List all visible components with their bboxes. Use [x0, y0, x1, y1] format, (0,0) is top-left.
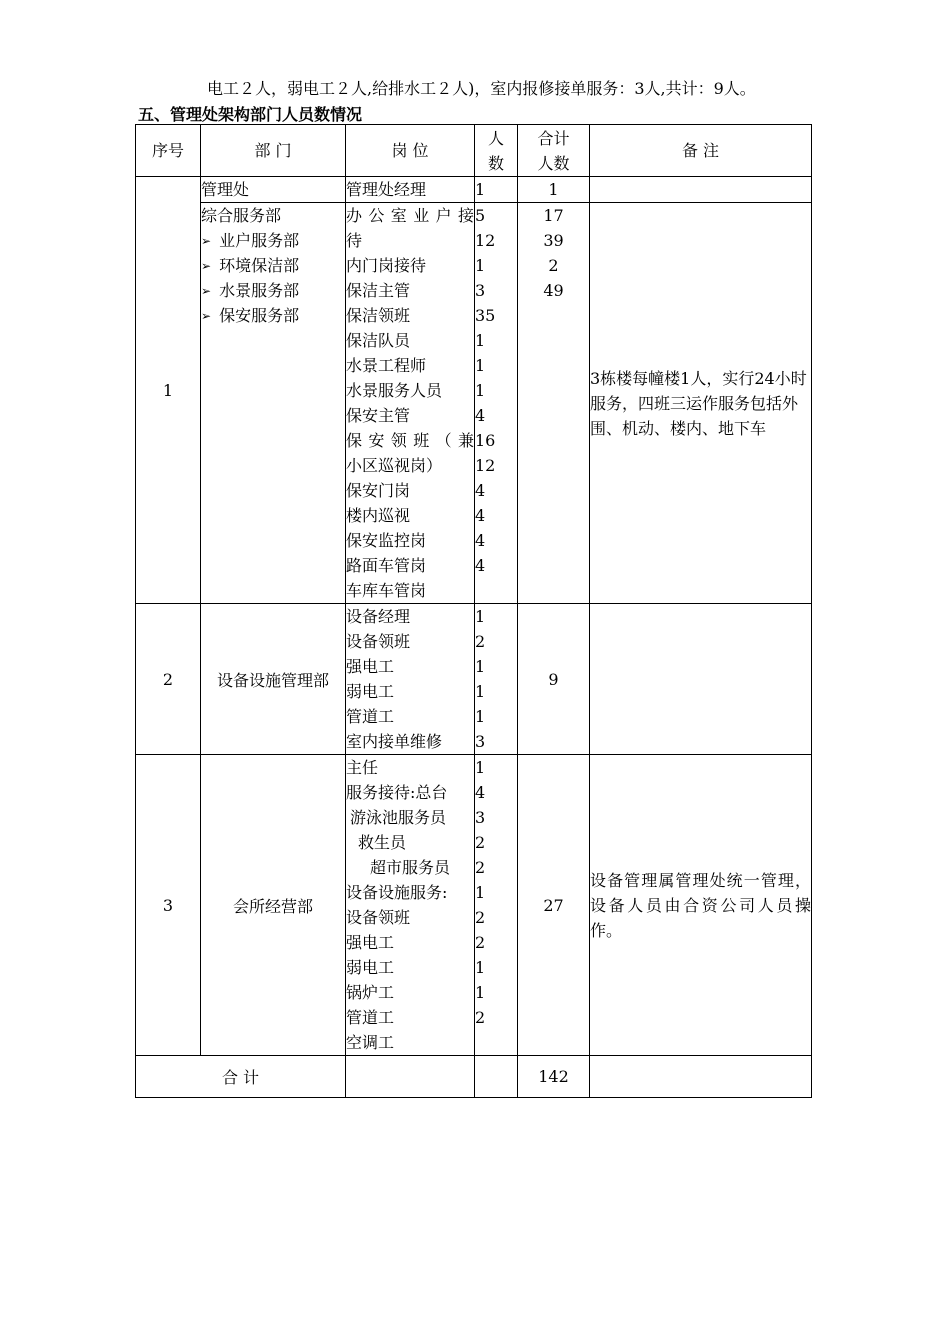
header-dept: 部 门 — [201, 125, 346, 177]
post-item: 弱电工 — [346, 958, 395, 977]
post-item: 主任 — [346, 758, 379, 777]
count-item: 1 — [475, 607, 486, 626]
count-item: 4 — [475, 531, 486, 550]
count-item: 4 — [475, 481, 486, 500]
count-item: 2 — [475, 833, 486, 852]
sub-dept-item: ➢ 水景服务部 — [201, 278, 345, 303]
post-item: 空调工 — [346, 1033, 395, 1052]
post-item: 保洁队员 — [346, 331, 411, 350]
section-title: 五、管理处架构部门人员数情况 — [138, 105, 363, 124]
group3-posts — [346, 755, 475, 1056]
post-item: 设备领班 — [346, 632, 411, 651]
post-item: 强电工 — [346, 657, 395, 676]
post-item: 楼内巡视 — [346, 506, 411, 525]
header-total-line2: 人数 — [537, 153, 570, 173]
group2-dept: 设备设施管理部 — [201, 604, 346, 755]
post-item: 设备领班 — [346, 908, 411, 927]
header-total — [518, 125, 590, 177]
post-item: 室内接单维修 — [346, 732, 443, 751]
group1-seq: 1 — [136, 177, 201, 604]
count-item: 1 — [475, 657, 486, 676]
group2-posts — [346, 604, 475, 755]
group2-remark — [590, 604, 812, 755]
count-item: 2 — [475, 1008, 486, 1027]
intro-line: 电工２人，弱电工２人,给排水工２人)，室内报修接单服务：3人,共计：9人。 — [207, 79, 756, 98]
post-item: 保洁领班 — [346, 306, 411, 325]
count-item: 1 — [475, 682, 486, 701]
group2-total: 9 — [518, 604, 590, 755]
count-item: 1 — [475, 758, 486, 777]
header-seq: 序号 — [136, 125, 201, 177]
post-item: 办公室业户接 — [346, 206, 474, 225]
group3-dept: 会所经营部 — [201, 755, 346, 1056]
count-item: 1 — [475, 707, 486, 726]
post-item: 水景服务人员 — [346, 381, 443, 400]
group1-post-a: 管理处经理 — [346, 177, 475, 203]
total-empty-post — [346, 1056, 475, 1098]
post-item: 锅炉工 — [346, 983, 395, 1002]
count-item: 4 — [475, 506, 486, 525]
total-empty-remark — [590, 1056, 812, 1098]
group2-seq: 2 — [136, 604, 201, 755]
header-count-line1: 人 — [487, 128, 504, 148]
count-item: 4 — [475, 556, 486, 575]
group1-remark-a — [590, 177, 812, 203]
count-item: 4 — [475, 783, 486, 802]
count-item: 3 — [475, 808, 486, 827]
post-item: 小区巡视岗） — [346, 456, 443, 475]
count-item: 3 — [475, 732, 486, 751]
count-item: 2 — [475, 858, 486, 877]
table-row — [136, 604, 812, 755]
table-row — [136, 177, 812, 203]
post-item: 强电工 — [346, 933, 395, 952]
total-item: 39 — [543, 231, 564, 250]
table-row — [136, 203, 812, 604]
post-item: 设备设施服务: — [346, 883, 448, 902]
count-item: 5 — [475, 206, 486, 225]
count-item: 4 — [475, 406, 486, 425]
post-item: 保安监控岗 — [346, 531, 427, 550]
group1-remark: 3栋楼每幢楼1人，实行24小时服务，四班三运作服务包括外围、机动、楼内、地下车 — [590, 203, 812, 604]
post-item: 保安主管 — [346, 406, 411, 425]
group1-total-a: 1 — [518, 177, 590, 203]
group3-counts — [475, 755, 518, 1056]
header-row — [136, 125, 812, 177]
header-count — [475, 125, 518, 177]
group1-dept-b — [201, 203, 346, 604]
group1-counts — [475, 203, 518, 604]
sub-dept-item: ➢ 业户服务部 — [201, 228, 345, 253]
post-item: 保安领班（兼 — [346, 431, 474, 450]
group3-remark: 设备管理属管理处统一管理，设备人员由合资公司人员操作。 — [590, 755, 812, 1056]
total-item: 49 — [543, 281, 564, 300]
count-item: 1 — [475, 983, 486, 1002]
grand-total: 142 — [518, 1056, 590, 1098]
group1-count-a: 1 — [475, 177, 518, 203]
count-item: 2 — [475, 933, 486, 952]
count-item: 1 — [475, 381, 486, 400]
post-item: 管道工 — [346, 1008, 395, 1027]
post-item: 超市服务员 — [370, 858, 451, 877]
post-item: 水景工程师 — [346, 356, 427, 375]
post-item: 内门岗接待 — [346, 256, 427, 275]
count-item: 3 — [475, 281, 486, 300]
group1-totals — [518, 203, 590, 604]
count-item: 1 — [475, 256, 486, 275]
header-post: 岗 位 — [346, 125, 475, 177]
count-item: 12 — [475, 231, 496, 250]
sub-dept-item: ➢ 保安服务部 — [201, 303, 345, 328]
staff-table — [135, 124, 812, 1098]
count-item: 1 — [475, 356, 486, 375]
dept-main-label: 综合服务部 — [201, 206, 282, 225]
post-item: 路面车管岗 — [346, 556, 427, 575]
post-item: 保安门岗 — [346, 481, 411, 500]
group1-posts — [346, 203, 475, 604]
post-item: 救生员 — [358, 833, 407, 852]
group2-counts — [475, 604, 518, 755]
post-item: 车库车管岗 — [346, 581, 427, 600]
total-empty-count — [475, 1056, 518, 1098]
header-remark: 备 注 — [590, 125, 812, 177]
count-item: 12 — [475, 456, 496, 475]
post-item: 游泳池服务员 — [350, 808, 447, 827]
count-item: 35 — [475, 306, 496, 325]
count-item: 2 — [475, 632, 486, 651]
header-count-line2: 数 — [487, 153, 504, 173]
table-row — [136, 755, 812, 1056]
post-item: 服务接待:总台 — [346, 783, 448, 802]
count-item: 1 — [475, 883, 486, 902]
count-item: 16 — [475, 431, 496, 450]
post-item: 设备经理 — [346, 607, 411, 626]
count-item: 2 — [475, 908, 486, 927]
post-item: 待 — [346, 231, 363, 250]
header-total-line1: 合计 — [537, 128, 570, 148]
count-item: 1 — [475, 331, 486, 350]
group3-total: 27 — [518, 755, 590, 1056]
total-item: 17 — [543, 206, 564, 225]
sub-dept-item: ➢ 环境保洁部 — [201, 253, 345, 278]
post-item: 管道工 — [346, 707, 395, 726]
total-row — [136, 1056, 812, 1098]
total-label: 合 计 — [136, 1056, 346, 1098]
post-item: 保洁主管 — [346, 281, 411, 300]
count-item: 1 — [475, 958, 486, 977]
post-item: 弱电工 — [346, 682, 395, 701]
group3-seq: 3 — [136, 755, 201, 1056]
group1-dept-a: 管理处 — [201, 177, 346, 203]
total-item: 2 — [548, 256, 559, 275]
